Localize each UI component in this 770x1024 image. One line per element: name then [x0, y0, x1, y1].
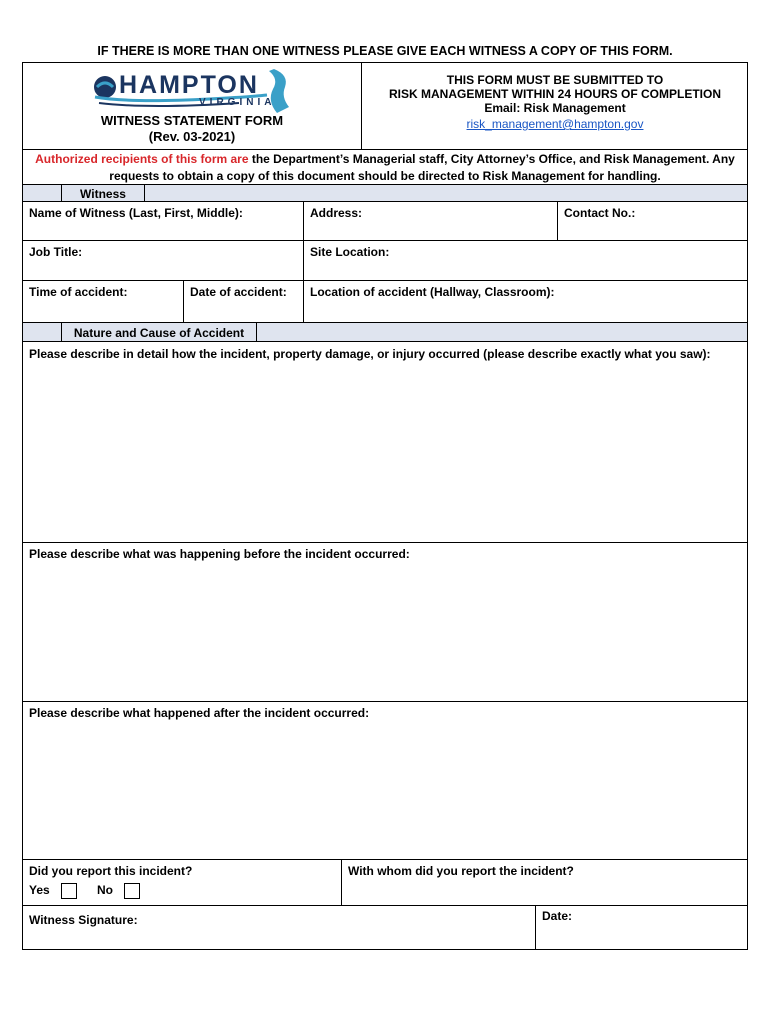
yes-option[interactable]: [29, 883, 77, 899]
describe-after-label: Please describe what happened after the incident occurred:: [29, 706, 370, 720]
witness-section-title: Witness: [61, 184, 145, 202]
notice-line1: the Department’s Managerial staff, City Attorney’s Office, and Risk Management. Any: [248, 152, 735, 166]
header-right: [362, 63, 748, 149]
no-label: No: [97, 883, 113, 898]
describe-before-label: Please describe what was happening before the incident occurred:: [29, 547, 410, 561]
yes-label: Yes: [29, 883, 50, 898]
address-label: Address:: [310, 206, 363, 220]
submit-line-1: THIS FORM MUST BE SUBMITTED TO: [446, 73, 664, 87]
no-checkbox[interactable]: [124, 883, 140, 899]
report-question-label: Did you report this incident?: [29, 864, 193, 878]
signature-date-label: Date:: [542, 909, 573, 923]
nature-section-title: Nature and Cause of Accident: [61, 322, 257, 342]
contact-label: Contact No.:: [564, 206, 636, 220]
form-revision: (Rev. 03-2021): [148, 129, 236, 144]
witness-signature-label: Witness Signature:: [29, 913, 138, 927]
top-note: IF THERE IS MORE THAN ONE WITNESS PLEASE GIVE EACH WITNESS A COPY OF THIS FORM.: [97, 44, 673, 58]
whom-reported-label: With whom did you report the incident?: [348, 864, 574, 878]
describe-incident-label: Please describe in detail how the incident, property damage, or injury occurred (please describe exactly what you saw):: [29, 347, 711, 361]
email-label: Email: Risk Management: [484, 101, 626, 115]
form-title: WITNESS STATEMENT FORM: [100, 113, 284, 128]
header-bottom-line: [23, 149, 747, 150]
witness-statement-form: [22, 62, 748, 950]
authorized-recipients-notice: [27, 151, 743, 185]
time-of-accident-label: Time of accident:: [29, 285, 128, 299]
logo-sub-text: VIRGINIA: [199, 97, 276, 108]
hampton-logo: [89, 67, 299, 115]
notice-line2: requests to obtain a copy of this document should be directed to Risk Management for handling.: [109, 169, 661, 183]
submit-line-2: RISK MANAGEMENT WITHIN 24 HOURS OF COMPLETION: [388, 87, 721, 101]
location-of-accident-label: Location of accident (Hallway, Classroom):: [310, 285, 555, 299]
notice-highlight: Authorized recipients of this form are: [35, 152, 249, 166]
no-option[interactable]: [97, 883, 140, 899]
site-location-label: Site Location:: [310, 245, 390, 259]
yes-checkbox[interactable]: [61, 883, 77, 899]
witness-name-label: Name of Witness (Last, First, Middle):: [29, 206, 243, 220]
header-left: [23, 63, 361, 149]
job-title-label: Job Title:: [29, 245, 83, 259]
email-link[interactable]: risk_management@hampton.gov: [466, 117, 644, 131]
date-of-accident-label: Date of accident:: [190, 285, 287, 299]
logo-main-text: HAMPTON: [119, 71, 259, 99]
